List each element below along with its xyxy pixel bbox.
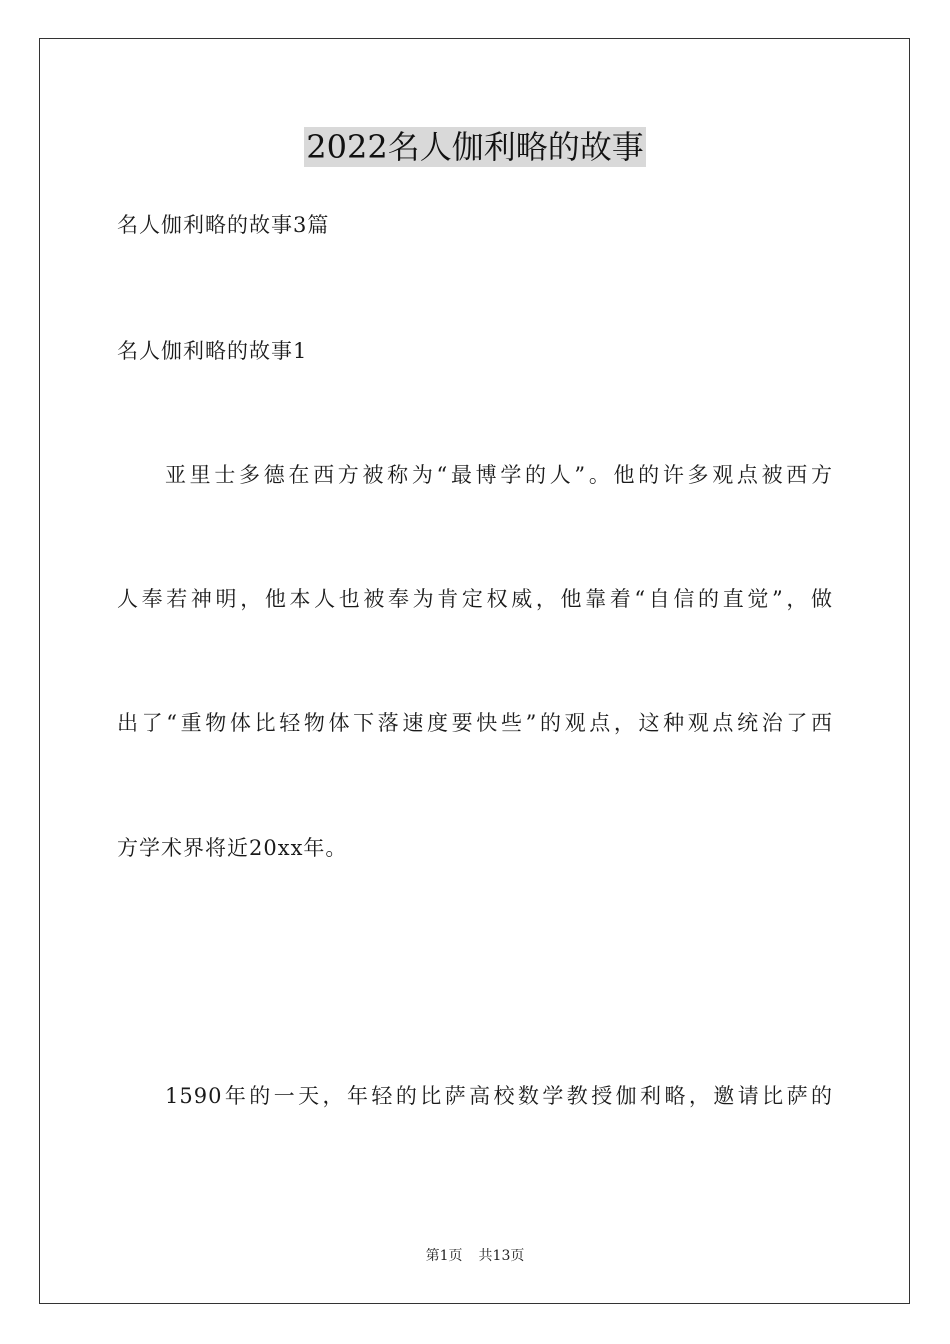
page-number-total: 共13页	[478, 1248, 525, 1264]
title-container	[0, 127, 950, 167]
document-title: 2022名人伽利略的故事	[306, 128, 644, 166]
paragraph-1-line-1: 亚里士多德在西方被称为“最博学的人”。他的许多观点被西方	[165, 463, 833, 487]
paragraph-1-line-4: 方学术界将近20xx年。	[117, 836, 348, 860]
subtitle-collection: 名人伽利略的故事3篇	[117, 213, 330, 237]
paragraph-1-line-3: 出了“重物体比轻物体下落速度要快些”的观点，这种观点统治了西	[117, 711, 833, 735]
page-number-current: 第1页	[425, 1248, 463, 1264]
subtitle-story-1: 名人伽利略的故事1	[117, 339, 308, 363]
paragraph-2-line-1: 1590年的一天，年轻的比萨高校数学教授伽利略，邀请比萨的	[165, 1084, 833, 1108]
paragraph-1-line-2: 人奉若神明，他本人也被奉为肯定权威，他靠着“自信的直觉”，做	[117, 587, 833, 611]
page-footer	[0, 1246, 950, 1266]
